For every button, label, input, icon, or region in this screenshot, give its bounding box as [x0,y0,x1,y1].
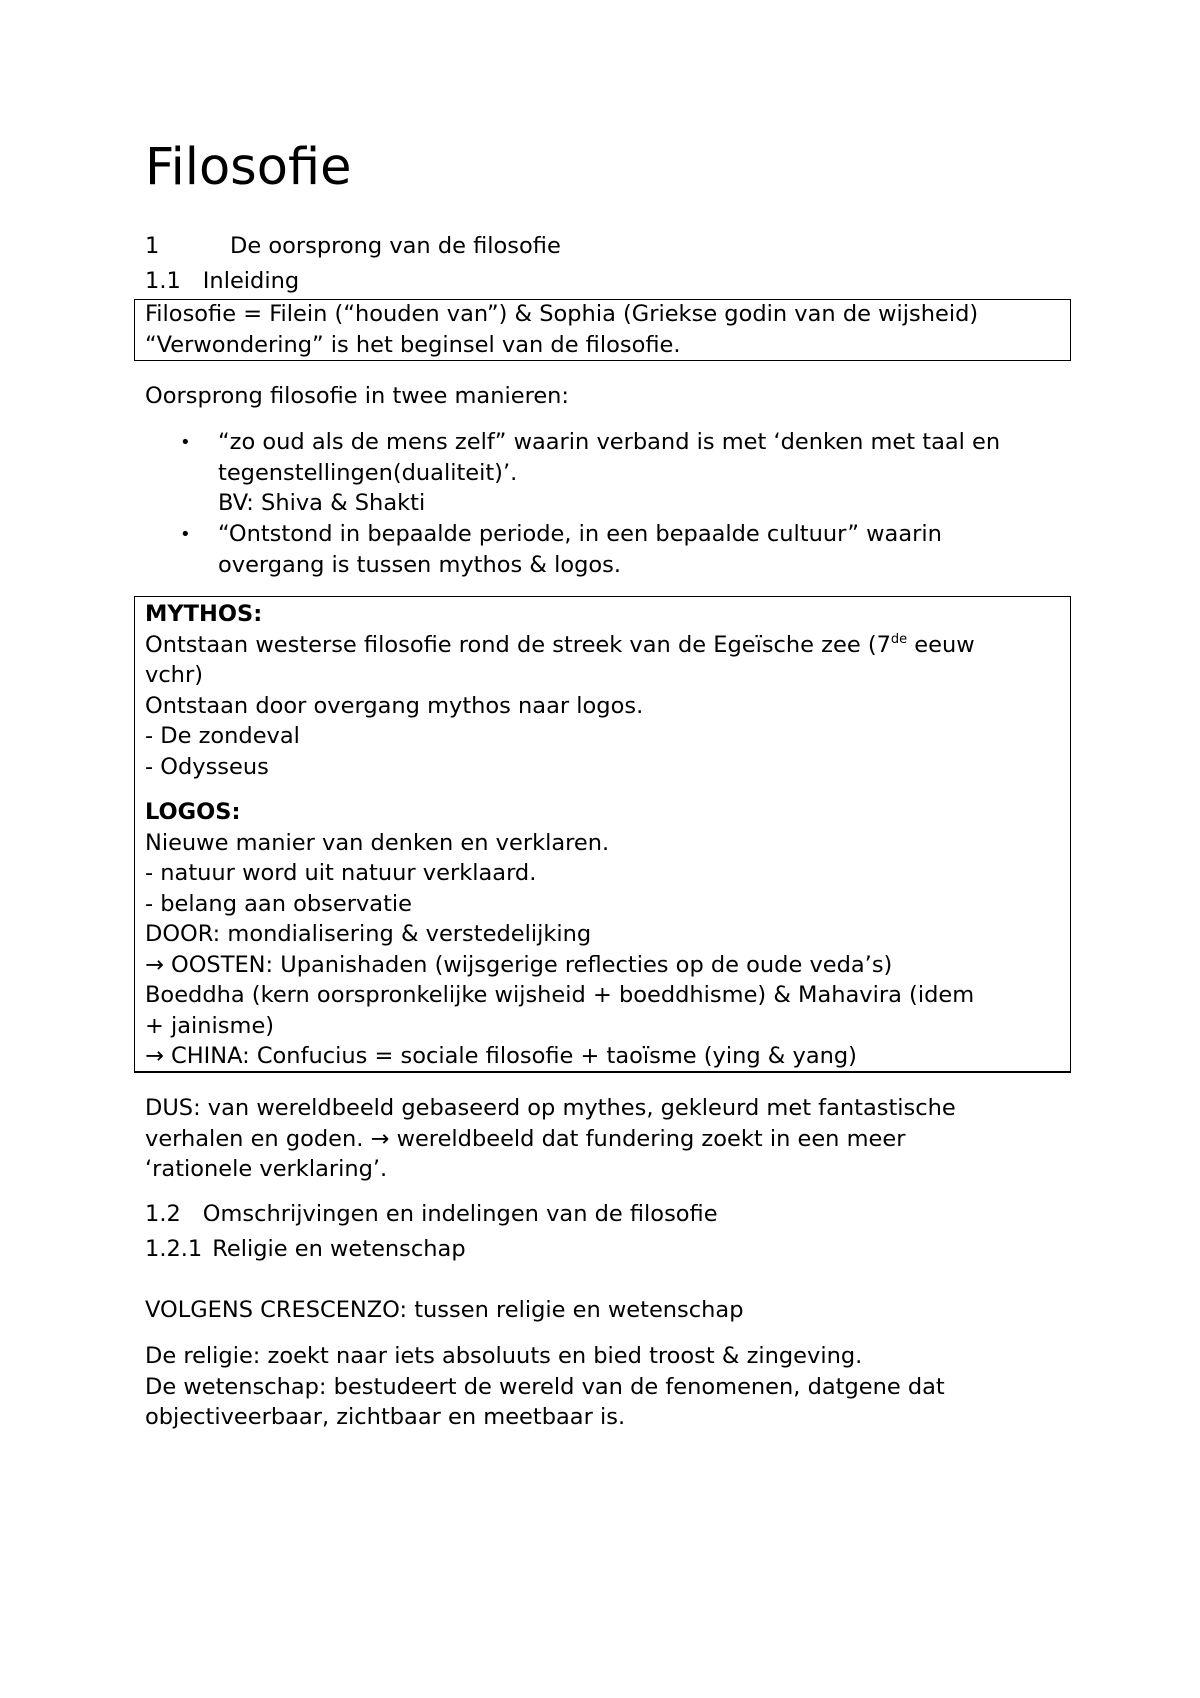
mythos-line: - De zondeval [145,723,300,749]
logos-line: - natuur word uit natuur verklaard. [145,860,537,886]
conclusion-line: ‘rationele verklaring’. [145,1156,388,1182]
section-title: Religie en wetenschap [212,1236,466,1262]
section-heading-1-1 [145,266,299,297]
section-number: 1.2.1 [145,1236,203,1262]
definition-line: Filosofie = Filein (“houden van”) & Sophia (Griekse godin van de wijsheid) [145,301,979,327]
section-number: 1.1 [145,268,181,294]
bullet-symbol: • [180,524,191,545]
logos-line: - belang aan observatie [145,891,413,917]
section-number: 1.2 [145,1201,181,1227]
bullet-line: “zo oud als de mens zelf” waarin verband is met ‘denken met taal en [218,429,1001,455]
section-heading-1-2-1 [145,1234,466,1265]
ordinal-superscript: de [890,632,908,647]
definition-line: “Verwondering” is het beginsel van de filosofie. [145,332,681,358]
conclusion-line: verhalen en goden. → wereldbeeld dat fundering zoekt in een meer [145,1126,906,1152]
logos-line: → CHINA: Confucius = sociale filosofie + taoïsme (ying & yang) [145,1043,857,1069]
chapter-number: 1 [145,233,160,259]
section-title: Omschrijvingen en indelingen van de filosofie [202,1201,718,1227]
mythos-heading: MYTHOS: [145,601,263,627]
mythos-line: Ontstaan door overgang mythos naar logos. [145,693,644,719]
mythos-line: - Odysseus [145,754,269,780]
bullet-line: BV: Shiva & Shakti [218,490,426,516]
mythos-line: vchr) [145,662,203,688]
body-line: De wetenschap: bestudeert de wereld van de fenomenen, datgene dat [145,1374,945,1400]
logos-line: Boeddha (kern oorspronkelijke wijsheid + boeddhisme) & Mahavira (idem [145,982,975,1008]
body-line: objectiveerbaar, zichtbaar en meetbaar is. [145,1404,626,1430]
chapter-title: De oorsprong van de filosofie [230,233,561,259]
section-heading-1-2 [145,1199,718,1230]
logos-line: Nieuwe manier van denken en verklaren. [145,830,610,856]
bullet-line: overgang is tussen mythos & logos. [218,552,622,578]
logos-line: DOOR: mondialisering & verstedelijking [145,921,592,947]
conclusion-line: DUS: van wereldbeeld gebaseerd op mythes, gekleurd met fantastische [145,1095,956,1121]
crescenzo-line: VOLGENS CRESCENZO: tussen religie en wetenschap [145,1297,744,1323]
mythos-line-text: eeuw [907,632,975,658]
mythos-line-text: Ontstaan westerse filosofie rond de streek van de Egeïsche zee (7 [145,632,891,658]
bullet-symbol: • [180,432,191,453]
logos-heading: LOGOS: [145,799,241,825]
section-title: Inleiding [202,268,300,294]
mythos-line [145,630,975,661]
body-line: De religie: zoekt naar iets absoluuts en bied troost & zingeving. [145,1343,863,1369]
origin-intro: Oorsprong filosofie in twee manieren: [145,383,570,409]
bullet-line: tegenstellingen(dualiteit)’. [218,460,518,486]
bullet-line: “Ontstond in bepaalde periode, in een bepaalde cultuur” waarin [218,521,942,547]
document-title: Filosofie [145,138,352,197]
logos-line: → OOSTEN: Upanishaden (wijsgerige reflecties op de oude veda’s) [145,952,893,978]
logos-line: + jainisme) [145,1013,275,1039]
